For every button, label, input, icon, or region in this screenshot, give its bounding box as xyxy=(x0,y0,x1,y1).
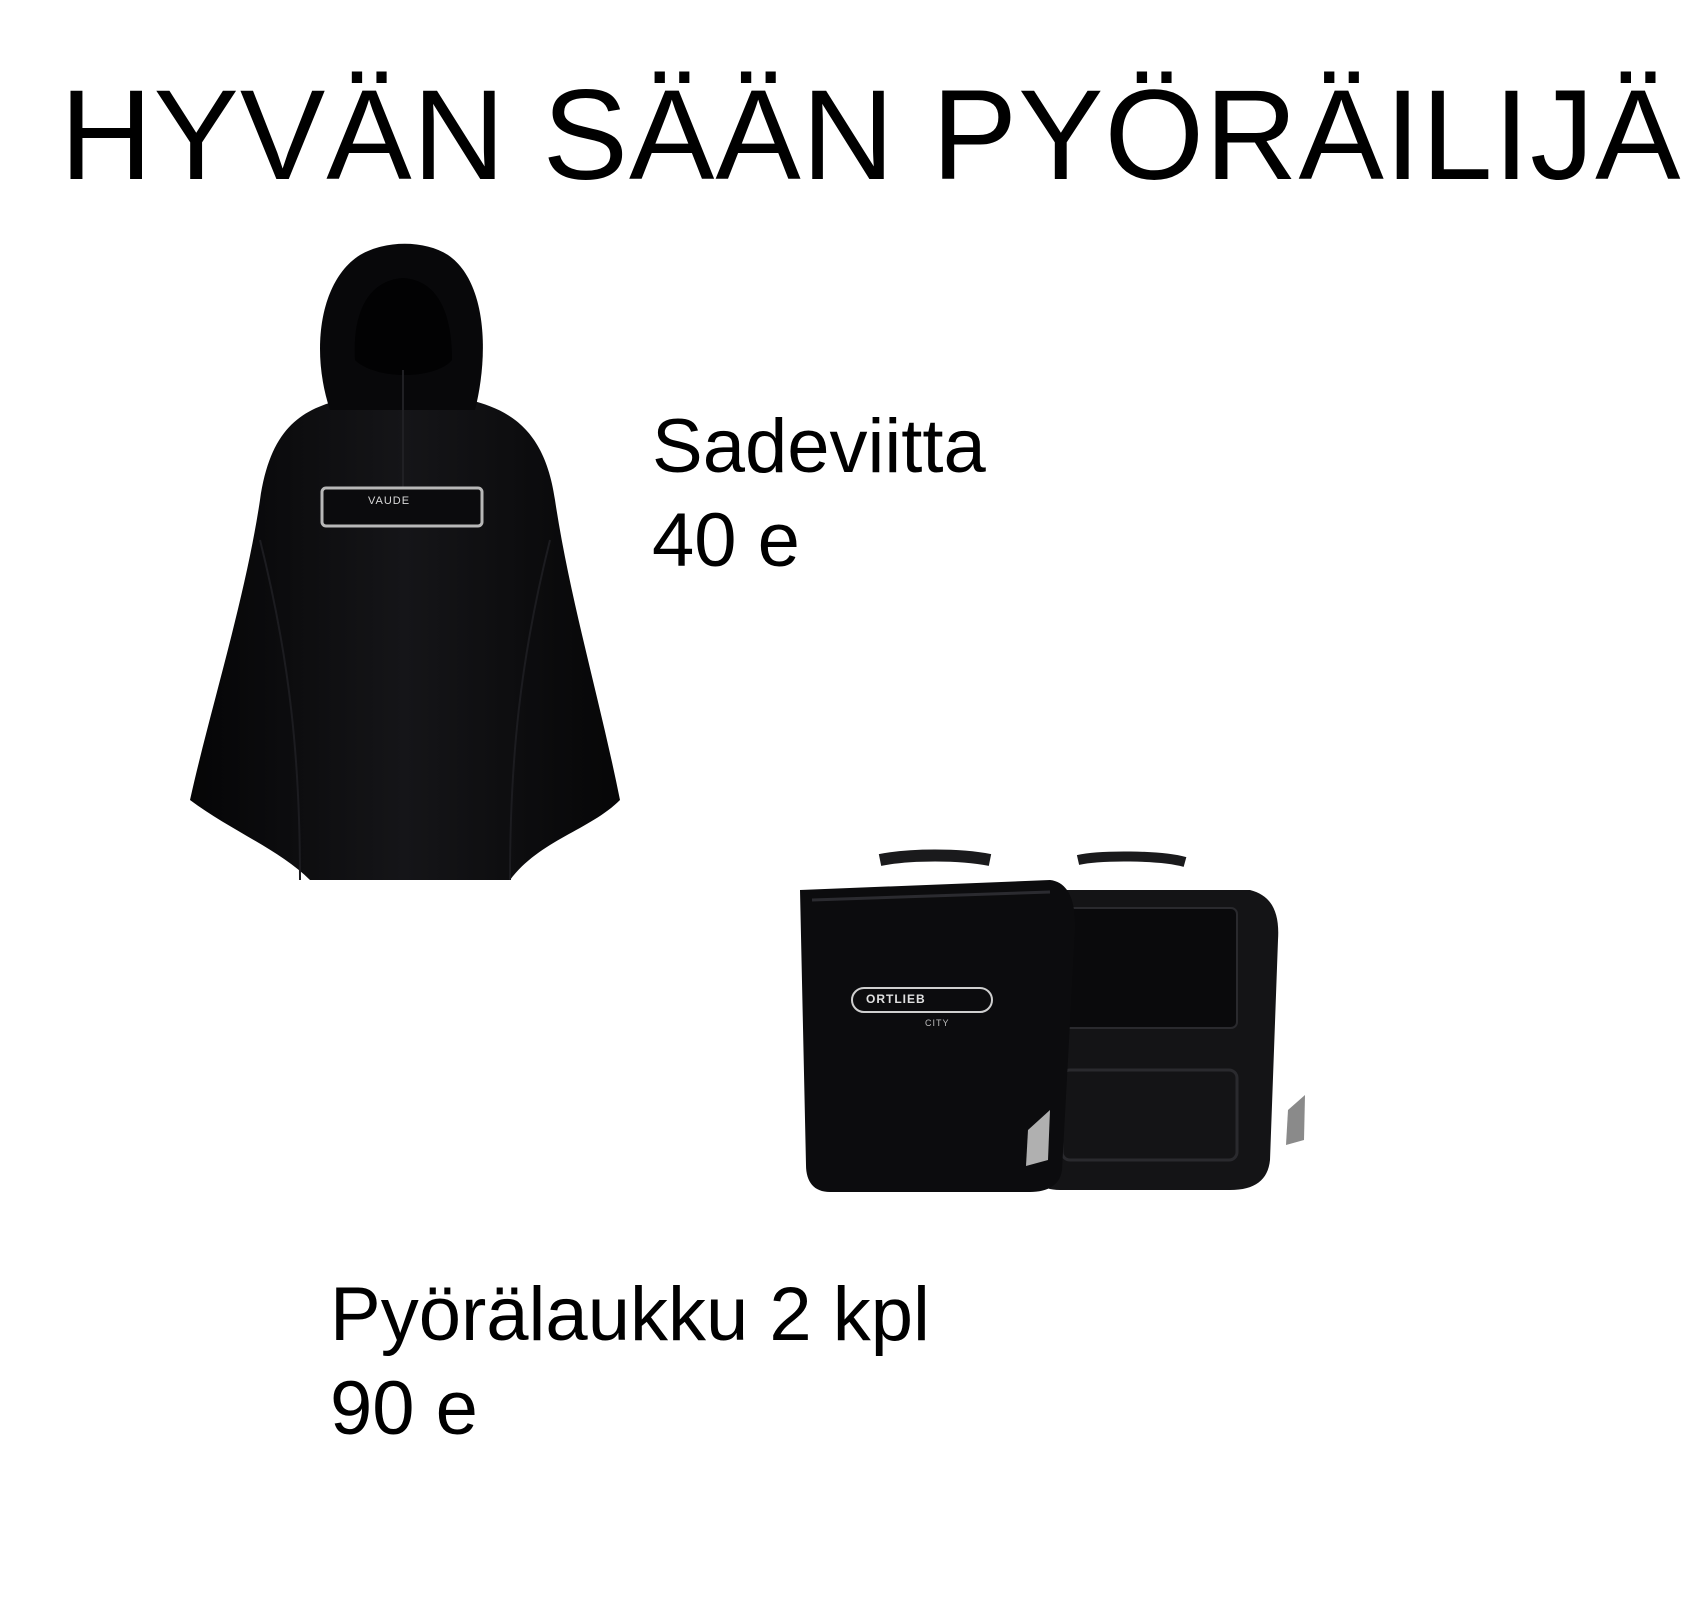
product-price: 90 e xyxy=(330,1366,478,1452)
product-name: Sadeviitta xyxy=(652,404,986,489)
page-title: HYVÄN SÄÄN PYÖRÄILIJÄ xyxy=(60,64,1682,207)
product-price: 40 e xyxy=(652,498,800,584)
product-label-bags xyxy=(330,1268,930,1456)
bags-sublogo-text: CITY xyxy=(925,1018,950,1028)
poncho-logo-text: VAUDE xyxy=(368,495,411,507)
pannier-bags-image xyxy=(800,860,1320,1195)
product-label-poncho xyxy=(652,400,986,588)
bags-logo-text: ORTLIEB xyxy=(866,992,926,1006)
product-name: Pyörälaukku 2 kpl xyxy=(330,1272,930,1357)
poncho-image xyxy=(190,240,620,900)
